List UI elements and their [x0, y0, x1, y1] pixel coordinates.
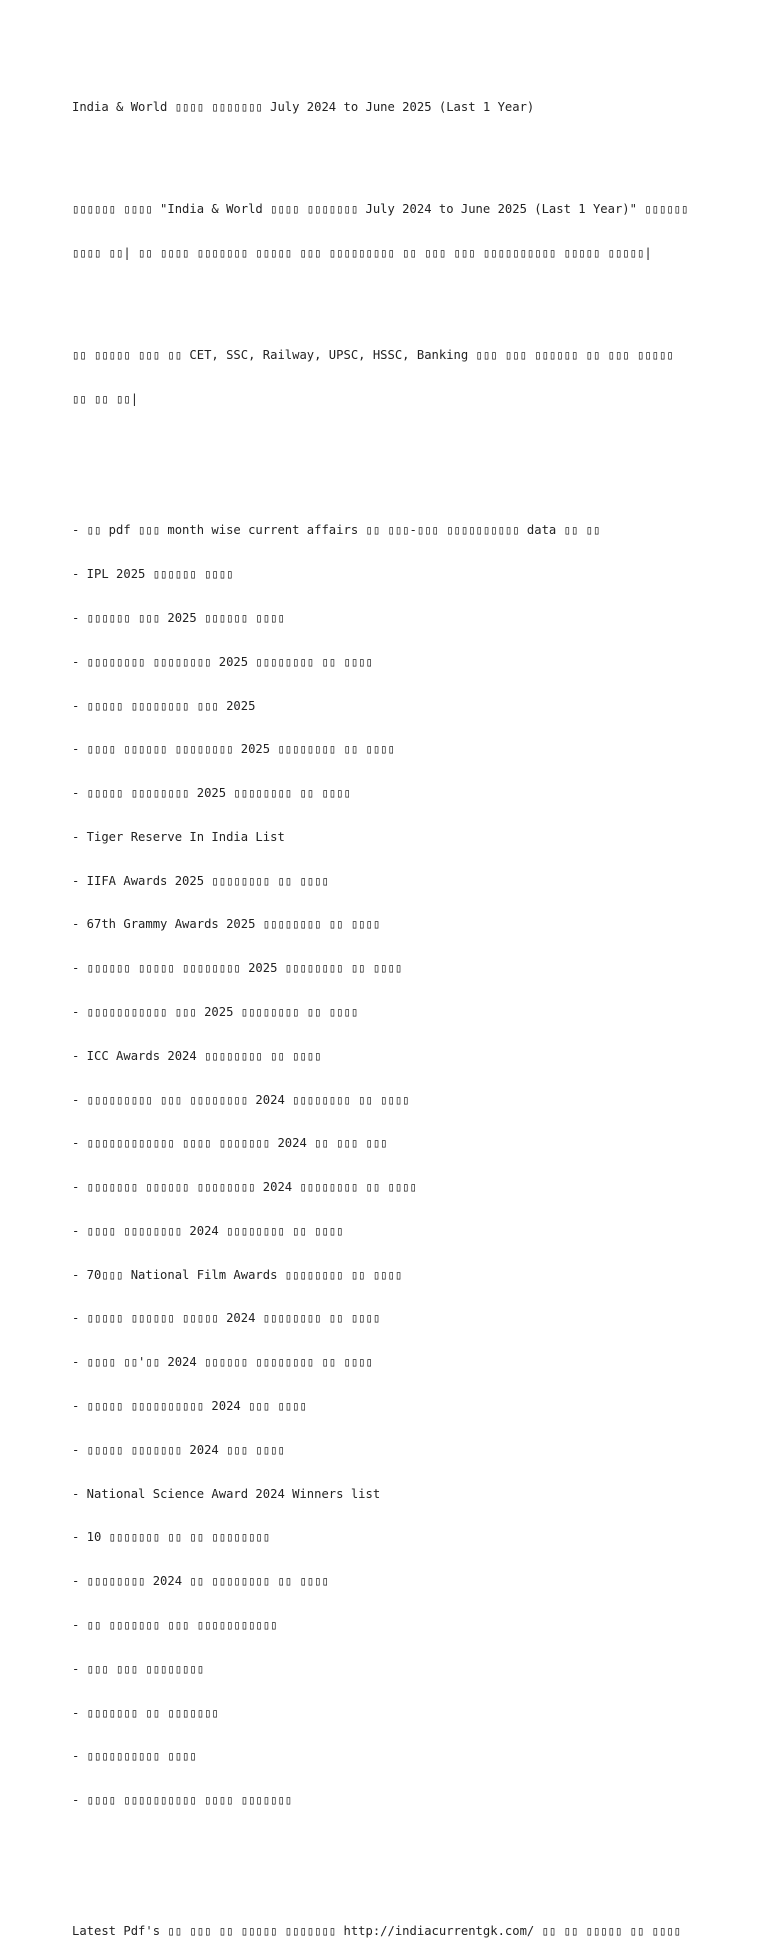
list-item: - ▯▯▯▯▯▯▯ ▯▯▯▯▯▯ ▯▯▯▯▯▯▯▯ 2024 ▯▯▯▯▯▯▯▯ ▯▯ ▯▯▯▯: [72, 1180, 417, 1195]
list-item: - ▯▯▯▯▯▯▯▯▯▯▯ ▯▯▯ 2025 ▯▯▯▯▯▯▯▯ ▯▯ ▯▯▯▯: [72, 1005, 359, 1019]
list-item: - ▯▯▯▯ ▯▯'▯▯ 2024 ▯▯▯▯▯▯ ▯▯▯▯▯▯▯▯ ▯▯ ▯▯▯▯: [72, 1355, 373, 1370]
list-item: - ▯▯▯▯▯ ▯▯▯▯▯▯▯▯ 2025 ▯▯▯▯▯▯▯▯ ▯▯ ▯▯▯▯: [72, 786, 351, 801]
document-body: [72, 71, 712, 1954]
list-item: - ▯▯▯▯▯ ▯▯▯▯▯▯▯▯▯▯ 2024 ▯▯▯ ▯▯▯▯: [72, 1399, 307, 1414]
list-item: - National Science Award 2024 Winners list: [72, 1486, 381, 1501]
list-item: - ▯▯▯▯▯▯▯ ▯▯ ▯▯▯▯▯▯▯: [72, 1705, 219, 1720]
list-item: - ▯▯▯▯▯▯ ▯▯▯▯▯ ▯▯▯▯▯▯▯▯ 2025 ▯▯▯▯▯▯▯▯ ▯▯ ▯▯▯▯: [72, 961, 403, 976]
list-item: - ▯▯▯▯ ▯▯▯▯▯▯▯▯ 2024 ▯▯▯▯▯▯▯▯ ▯▯ ▯▯▯▯: [72, 1223, 344, 1238]
spacer: [72, 144, 712, 159]
list-item: - IPL 2025 ▯▯▯▯▯▯ ▯▯▯▯: [72, 567, 234, 582]
list-item: - ▯▯▯▯▯ ▯▯▯▯▯▯ ▯▯▯▯▯ 2024 ▯▯▯▯▯▯▯▯ ▯▯ ▯▯▯▯: [72, 1311, 381, 1326]
spacer: [72, 436, 712, 451]
document-title: India & World ▯▯▯▯ ▯▯▯▯▯▯▯ July 2024 to June 2025 (Last 1 Year): [72, 100, 535, 115]
list-item: - ICC Awards 2024 ▯▯▯▯▯▯▯▯ ▯▯ ▯▯▯▯: [72, 1048, 322, 1063]
list-item: - ▯▯ ▯▯▯▯▯▯▯ ▯▯▯ ▯▯▯▯▯▯▯▯▯▯▯: [72, 1617, 278, 1632]
list-item: - ▯▯▯▯▯▯▯▯▯▯ ▯▯▯▯: [72, 1749, 197, 1764]
list-item: - ▯▯▯ ▯▯▯ ▯▯▯▯▯▯▯▯: [72, 1661, 205, 1676]
footer-line: Latest Pdf's ▯▯ ▯▯▯ ▯▯ ▯▯▯▯▯ ▯▯▯▯▯▯▯ http://indiacurrentgk.com/ ▯▯ ▯▯ ▯▯▯▯▯ ▯▯ ▯▯▯▯: [72, 1924, 682, 1939]
spacer: [72, 290, 712, 305]
list-item: - ▯▯▯▯▯▯▯▯ ▯▯▯▯▯▯▯▯ 2025 ▯▯▯▯▯▯▯▯ ▯▯ ▯▯▯▯: [72, 654, 373, 669]
list-item: - ▯▯▯▯▯ ▯▯▯▯▯▯▯ 2024 ▯▯▯ ▯▯▯▯: [72, 1442, 285, 1457]
intro-line-2: ▯▯▯▯ ▯▯| ▯▯ ▯▯▯▯ ▯▯▯▯▯▯▯ ▯▯▯▯▯ ▯▯▯ ▯▯▯▯▯▯▯▯▯ ▯▯ ▯▯▯ ▯▯▯ ▯▯▯▯▯▯▯▯▯▯ ▯▯▯▯▯ ▯▯▯▯▯|: [72, 246, 652, 261]
exam-line-2: ▯▯ ▯▯ ▯▯|: [72, 392, 139, 407]
list-item: - ▯▯▯▯▯▯▯▯ 2024 ▯▯ ▯▯▯▯▯▯▯▯ ▯▯ ▯▯▯▯: [72, 1574, 329, 1589]
list-item: - 70▯▯▯ National Film Awards ▯▯▯▯▯▯▯▯ ▯▯ ▯▯▯▯: [72, 1267, 403, 1282]
list-item: - ▯▯▯▯▯▯ ▯▯▯ 2025 ▯▯▯▯▯▯ ▯▯▯▯: [72, 610, 285, 625]
list-item: - 67th Grammy Awards 2025 ▯▯▯▯▯▯▯▯ ▯▯ ▯▯▯▯: [72, 917, 381, 932]
contents-list: [72, 494, 712, 1837]
intro-line-1: ▯▯▯▯▯▯ ▯▯▯▯ "India & World ▯▯▯▯ ▯▯▯▯▯▯▯ July 2024 to June 2025 (Last 1 Year)" ▯▯▯▯▯▯: [72, 202, 689, 217]
list-item: - Tiger Reserve In India List: [72, 829, 285, 844]
list-item: - ▯▯ pdf ▯▯▯ month wise current affairs ▯▯ ▯▯▯-▯▯▯ ▯▯▯▯▯▯▯▯▯▯ data ▯▯ ▯▯: [72, 523, 601, 538]
exam-line-1: ▯▯ ▯▯▯▯▯ ▯▯▯ ▯▯ CET, SSC, Railway, UPSC, HSSC, Banking ▯▯▯ ▯▯▯ ▯▯▯▯▯▯ ▯▯ ▯▯▯ ▯▯▯▯▯: [72, 348, 674, 363]
list-item: - ▯▯▯▯ ▯▯▯▯▯▯ ▯▯▯▯▯▯▯▯ 2025 ▯▯▯▯▯▯▯▯ ▯▯ ▯▯▯▯: [72, 742, 395, 757]
list-item: - ▯▯▯▯▯▯▯▯▯▯▯▯ ▯▯▯▯ ▯▯▯▯▯▯▯ 2024 ▯▯ ▯▯▯ ▯▯▯: [72, 1136, 388, 1151]
list-item: - ▯▯▯▯ ▯▯▯▯▯▯▯▯▯▯ ▯▯▯▯ ▯▯▯▯▯▯▯: [72, 1793, 293, 1808]
list-item: - IIFA Awards 2025 ▯▯▯▯▯▯▯▯ ▯▯ ▯▯▯▯: [72, 873, 329, 888]
list-item: - ▯▯▯▯▯▯▯▯▯ ▯▯▯ ▯▯▯▯▯▯▯▯ 2024 ▯▯▯▯▯▯▯▯ ▯▯ ▯▯▯▯: [72, 1092, 410, 1107]
spacer: [72, 1866, 712, 1881]
list-item: - 10 ▯▯▯▯▯▯▯ ▯▯ ▯▯ ▯▯▯▯▯▯▯▯: [72, 1530, 271, 1545]
list-item: - ▯▯▯▯▯ ▯▯▯▯▯▯▯▯ ▯▯▯ 2025: [72, 698, 256, 713]
